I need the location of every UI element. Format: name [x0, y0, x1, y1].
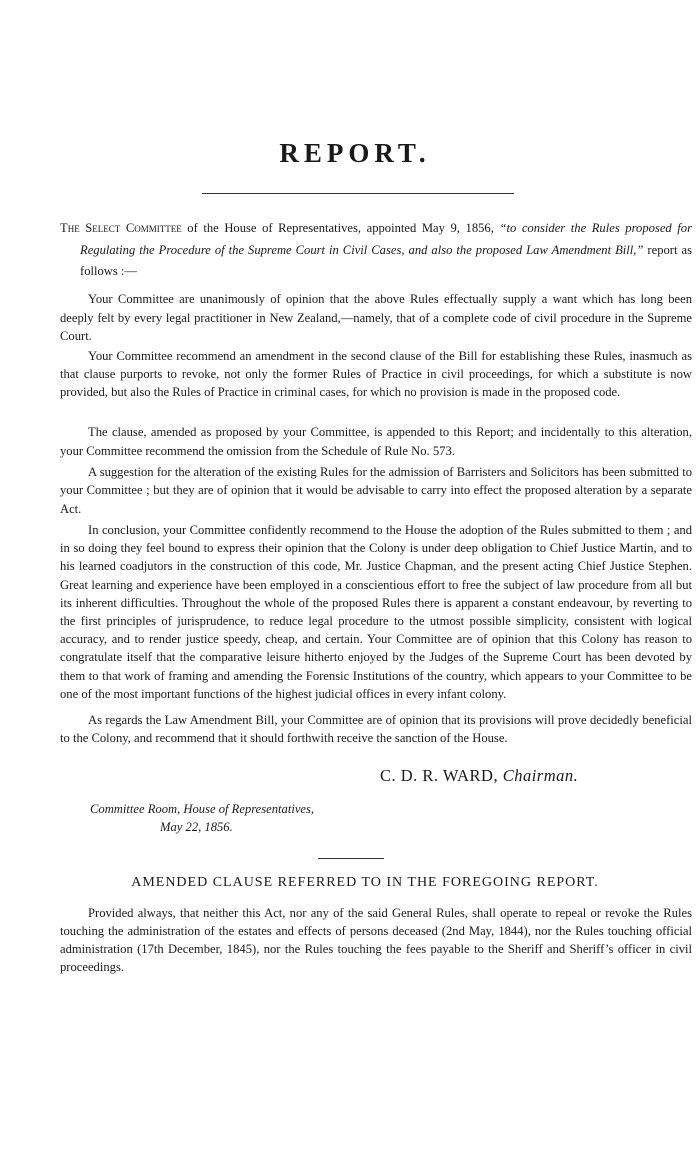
paragraph-2: Your Committee recommend an amendment in the second clause of the Bill for establishing these Rules, inasmuch as that clause purports to revoke, not only the former Rules of Practice in civil proceedings, for which a substitute is now provided, but also the Rules of Practice in criminal cases, for which no provision is made in the proposed code. — [60, 349, 692, 400]
intro-text-2: report as follows :— — [80, 242, 692, 278]
signature-name: C. D. R. WARD, — [380, 766, 499, 785]
paragraph-1: Your Committee are unanimously of opinion that the above Rules effectually supply a want which has long been deeply felt by every legal practitioner in New Zealand,—namely, that of a complete code of civil procedure in the Supreme Court. — [60, 292, 692, 343]
place-line: Committee Room, House of Representatives, — [90, 802, 315, 816]
amended-clause-heading: AMENDED CLAUSE REFERRED TO IN THE FOREGOING REPORT. — [131, 875, 599, 890]
place-and-date — [90, 800, 314, 836]
intro-paragraph — [60, 218, 692, 283]
paragraph-6: As regards the Law Amendment Bill, your Committee are of opinion that its provisions will prove decidedly beneficial to the Colony, and recommend that it should forthwith receive the sanction of the House. — [60, 713, 692, 745]
intro-reference: “to consider the Rules proposed for Regulating the Procedure of the Supreme Court in Civil Cases, and also the proposed Law Amendment Bill,” — [80, 221, 692, 257]
title-divider — [202, 193, 514, 194]
signature-role: Chairman. — [502, 766, 579, 785]
intro-text-1: of the House of Representatives, appointed May 9, 1856, — [181, 221, 500, 235]
date-line: May 22, 1856. — [160, 820, 233, 834]
paragraph-5: In conclusion, your Committee confidently recommend to the House the adoption of the Rules submitted to them ; and in so doing they feel bound to express their opinion that the Colony is under deep obligation to Chief Justice Martin, and to his learned coadjutors in the construction of this code, Mr. Justice Chapman, and the present acting Chief Justice Stephen. Great learning and experience have been employed in a conscientious effort to free the subject of law procedure from all but its inherent difficulties. Throughout the whole of the proposed Rules there is apparent a constant endeavour, by reverting to the first principles of jurisprudence, to reduce legal procedure to the utmost possible simplicity, consistent with logical accuracy, and to render justice speedy, cheap, and certain. Your Committee are of opinion that this Colony has reason to congratulate itself that the comparative leisure hitherto enjoyed by the Judges of the Supreme Court has been devoted by them to that work of framing and amending the Forensic Institutions of the country, which appears to your Committee to be one of the most important functions of the highest judicial offices in every infant colony. — [60, 523, 692, 701]
paragraph-3: The clause, amended as proposed by your Committee, is appended to this Report; and incidentally to this alteration, your Committee recommend the omission from the Schedule of Rule No. 573. — [60, 425, 692, 458]
intro-lead: The Select Committee — [60, 221, 182, 235]
paragraph-4: A suggestion for the alteration of the existing Rules for the admission of Barristers and Solicitors has been submitted to your Committee ; but they are of opinion that it would be advisable to carry into effect the proposed alteration by a separate Act. — [60, 465, 692, 516]
amended-clause-text: Provided always, that neither this Act, nor any of the said General Rules, shall operate to repeal or revoke the Rules touching the administration of the estates and effects of persons deceased (2nd May, 1844), nor the Rules touching official administration (17th December, 1845), nor the Rules touching the fees payable to the Sheriff and Sheriff’s officer in civil proceedings. — [60, 906, 692, 974]
report-title: REPORT. — [279, 138, 431, 168]
section-divider — [318, 858, 384, 859]
signature — [380, 766, 578, 786]
